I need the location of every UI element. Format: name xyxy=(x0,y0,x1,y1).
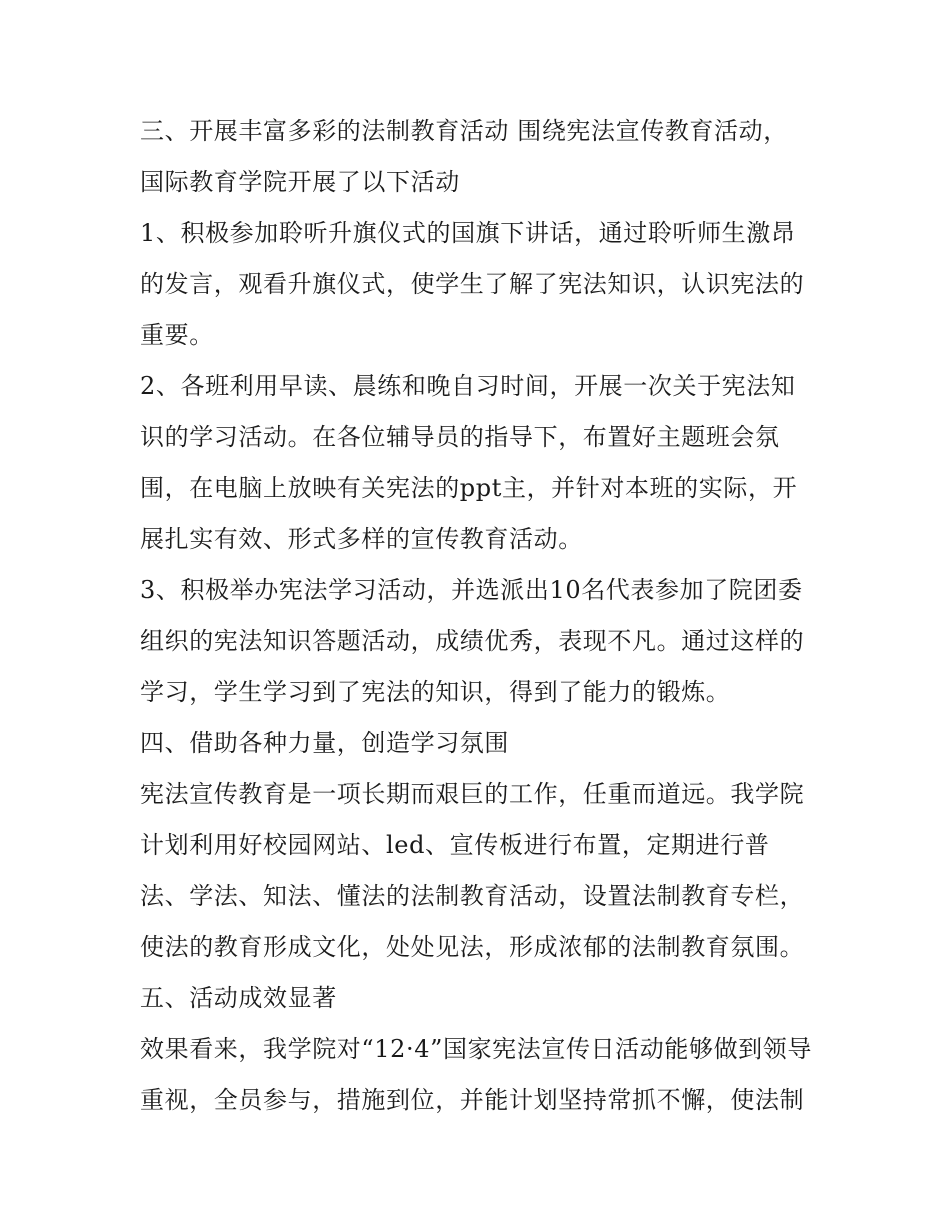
text-line: 展扎实有效、形式多样的宣传教育活动。 xyxy=(140,525,583,553)
section-heading-three: 三、开展丰富多彩的法制教育活动 围绕宪法宣传教育活动， xyxy=(140,117,788,145)
list-item-two: 2、各班利用早读、晨练和晚自习时间，开展一次关于宪法知 xyxy=(140,372,796,400)
text-line: 计划利用好校园网站、led、宣传板进行布置，定期进行普 xyxy=(140,831,770,859)
list-item-one: 1、积极参加聆听升旗仪式的国旗下讲话，通过聆听师生激昂 xyxy=(140,219,796,247)
section-heading-four: 四、借助各种力量，创造学习氛围 xyxy=(140,729,509,757)
text-line: 国际教育学院开展了以下活动 xyxy=(140,168,460,196)
text-line: 使法的教育形成文化，处处见法，形成浓郁的法制教育氛围。 xyxy=(140,933,805,961)
text-line: 重要。 xyxy=(140,321,214,349)
text-line: 组织的宪法知识答题活动，成绩优秀，表现不凡。通过这样的 xyxy=(140,627,805,655)
text-line: 围，在电脑上放映有关宪法的ppt主，并针对本班的实际，开 xyxy=(140,474,798,502)
list-item-three: 3、积极举办宪法学习活动，并选派出10名代表参加了院团委 xyxy=(140,576,803,604)
section-heading-five: 五、活动成效显著 xyxy=(140,984,337,1012)
text-line: 学习，学生学习到了宪法的知识，得到了能力的锻炼。 xyxy=(140,678,731,706)
text-line: 重视，全员参与，措施到位，并能计划坚持常抓不懈，使法制 xyxy=(140,1086,805,1114)
text-line: 的发言，观看升旗仪式，使学生了解了宪法知识，认识宪法的 xyxy=(140,270,805,298)
text-line: 宪法宣传教育是一项长期而艰巨的工作，任重而道远。我学院 xyxy=(140,780,805,808)
text-line: 效果看来，我学院对“12·4”国家宪法宣传日活动能够做到领导 xyxy=(140,1035,812,1063)
document-body xyxy=(140,106,820,1126)
text-line: 识的学习活动。在各位辅导员的指导下，布置好主题班会氛 xyxy=(140,423,780,451)
text-line: 法、学法、知法、懂法的法制教育活动，设置法制教育专栏， xyxy=(140,882,805,910)
